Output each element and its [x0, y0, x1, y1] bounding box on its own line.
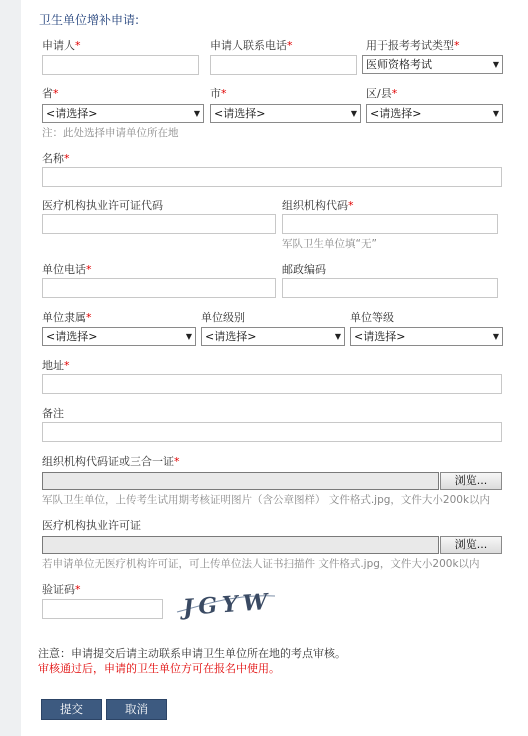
chevron-down-icon: ▼ — [492, 332, 499, 341]
chevron-down-icon: ▼ — [185, 332, 192, 341]
level-label: 单位级别 — [201, 311, 245, 324]
exam-type-select[interactable]: 医师资格考试 ▼ — [362, 55, 503, 74]
notice-red-text: 审核通过后，申请的卫生单位方可在报名中使用。 — [38, 662, 280, 675]
exam-type-label: 用于报考考试类型* — [366, 39, 460, 52]
postal-code-label: 邮政编码 — [282, 263, 326, 276]
remarks-label: 备注 — [42, 407, 64, 420]
form-panel — [21, 0, 528, 736]
phone-input[interactable] — [210, 55, 357, 75]
org-cert-browse-button[interactable]: 浏览... — [440, 472, 502, 490]
org-cert-file-input[interactable] — [42, 472, 439, 490]
license-file-input[interactable] — [42, 536, 439, 554]
province-label: 省* — [42, 87, 59, 100]
page-title: 卫生单位增补申请: — [39, 13, 140, 27]
submit-button[interactable]: 提交 — [41, 699, 102, 720]
chevron-down-icon: ▼ — [193, 109, 200, 118]
org-code-label: 组织机构代码* — [282, 199, 354, 212]
postal-code-input[interactable] — [282, 278, 498, 298]
applicant-input[interactable] — [42, 55, 199, 75]
address-label: 地址* — [42, 359, 70, 372]
district-select[interactable]: <请选择> ▼ — [366, 104, 503, 123]
grade-label: 单位等级 — [350, 311, 394, 324]
chevron-down-icon: ▼ — [492, 109, 499, 118]
license-upload-label: 医疗机构执业许可证 — [42, 519, 141, 532]
license-code-label: 医疗机构执业许可证代码 — [42, 199, 163, 212]
name-input[interactable] — [42, 167, 502, 187]
captcha-input[interactable] — [42, 599, 163, 619]
district-label: 区/县* — [366, 87, 398, 100]
chevron-down-icon: ▼ — [334, 332, 341, 341]
captcha-text: JGYW — [182, 588, 274, 621]
city-select[interactable]: <请选择> ▼ — [210, 104, 361, 123]
chevron-down-icon: ▼ — [492, 60, 499, 69]
license-code-input[interactable] — [42, 214, 276, 234]
address-input[interactable] — [42, 374, 502, 394]
unit-phone-label: 单位电话* — [42, 263, 92, 276]
level-select[interactable]: <请选择> ▼ — [201, 327, 345, 346]
org-cert-hint: 军队卫生单位，上传考生试用期考核证明图片（含公章图样） 文件格式.jpg，文件大小200k以内 — [42, 494, 491, 506]
org-code-input[interactable] — [282, 214, 498, 234]
cancel-button[interactable]: 取消 — [106, 699, 167, 720]
grade-select[interactable]: <请选择> ▼ — [350, 327, 503, 346]
location-note: 注：此处选择申请单位所在地 — [42, 127, 179, 139]
unit-phone-input[interactable] — [42, 278, 276, 298]
province-select[interactable]: <请选择> ▼ — [42, 104, 204, 123]
captcha-image[interactable] — [171, 584, 281, 622]
chevron-down-icon: ▼ — [350, 109, 357, 118]
name-label: 名称* — [42, 152, 70, 165]
applicant-label: 申请人* — [42, 39, 81, 52]
affiliation-label: 单位隶属* — [42, 311, 92, 324]
phone-label: 申请人联系电话* — [210, 39, 293, 52]
license-upload-hint: 若申请单位无医疗机构许可证，可上传单位法人证书扫描件 文件格式.jpg，文件大小200k以内 — [42, 558, 480, 570]
captcha-label: 验证码* — [42, 583, 81, 596]
org-cert-label: 组织机构代码证或三合一证* — [42, 455, 180, 468]
license-browse-button[interactable]: 浏览... — [440, 536, 502, 554]
affiliation-select[interactable]: <请选择> ▼ — [42, 327, 196, 346]
org-code-hint: 军队卫生单位填“无” — [282, 238, 377, 250]
notice-text: 注意：申请提交后请主动联系申请卫生单位所在地的考点审核。 — [38, 647, 346, 660]
remarks-input[interactable] — [42, 422, 502, 442]
city-label: 市* — [210, 87, 227, 100]
